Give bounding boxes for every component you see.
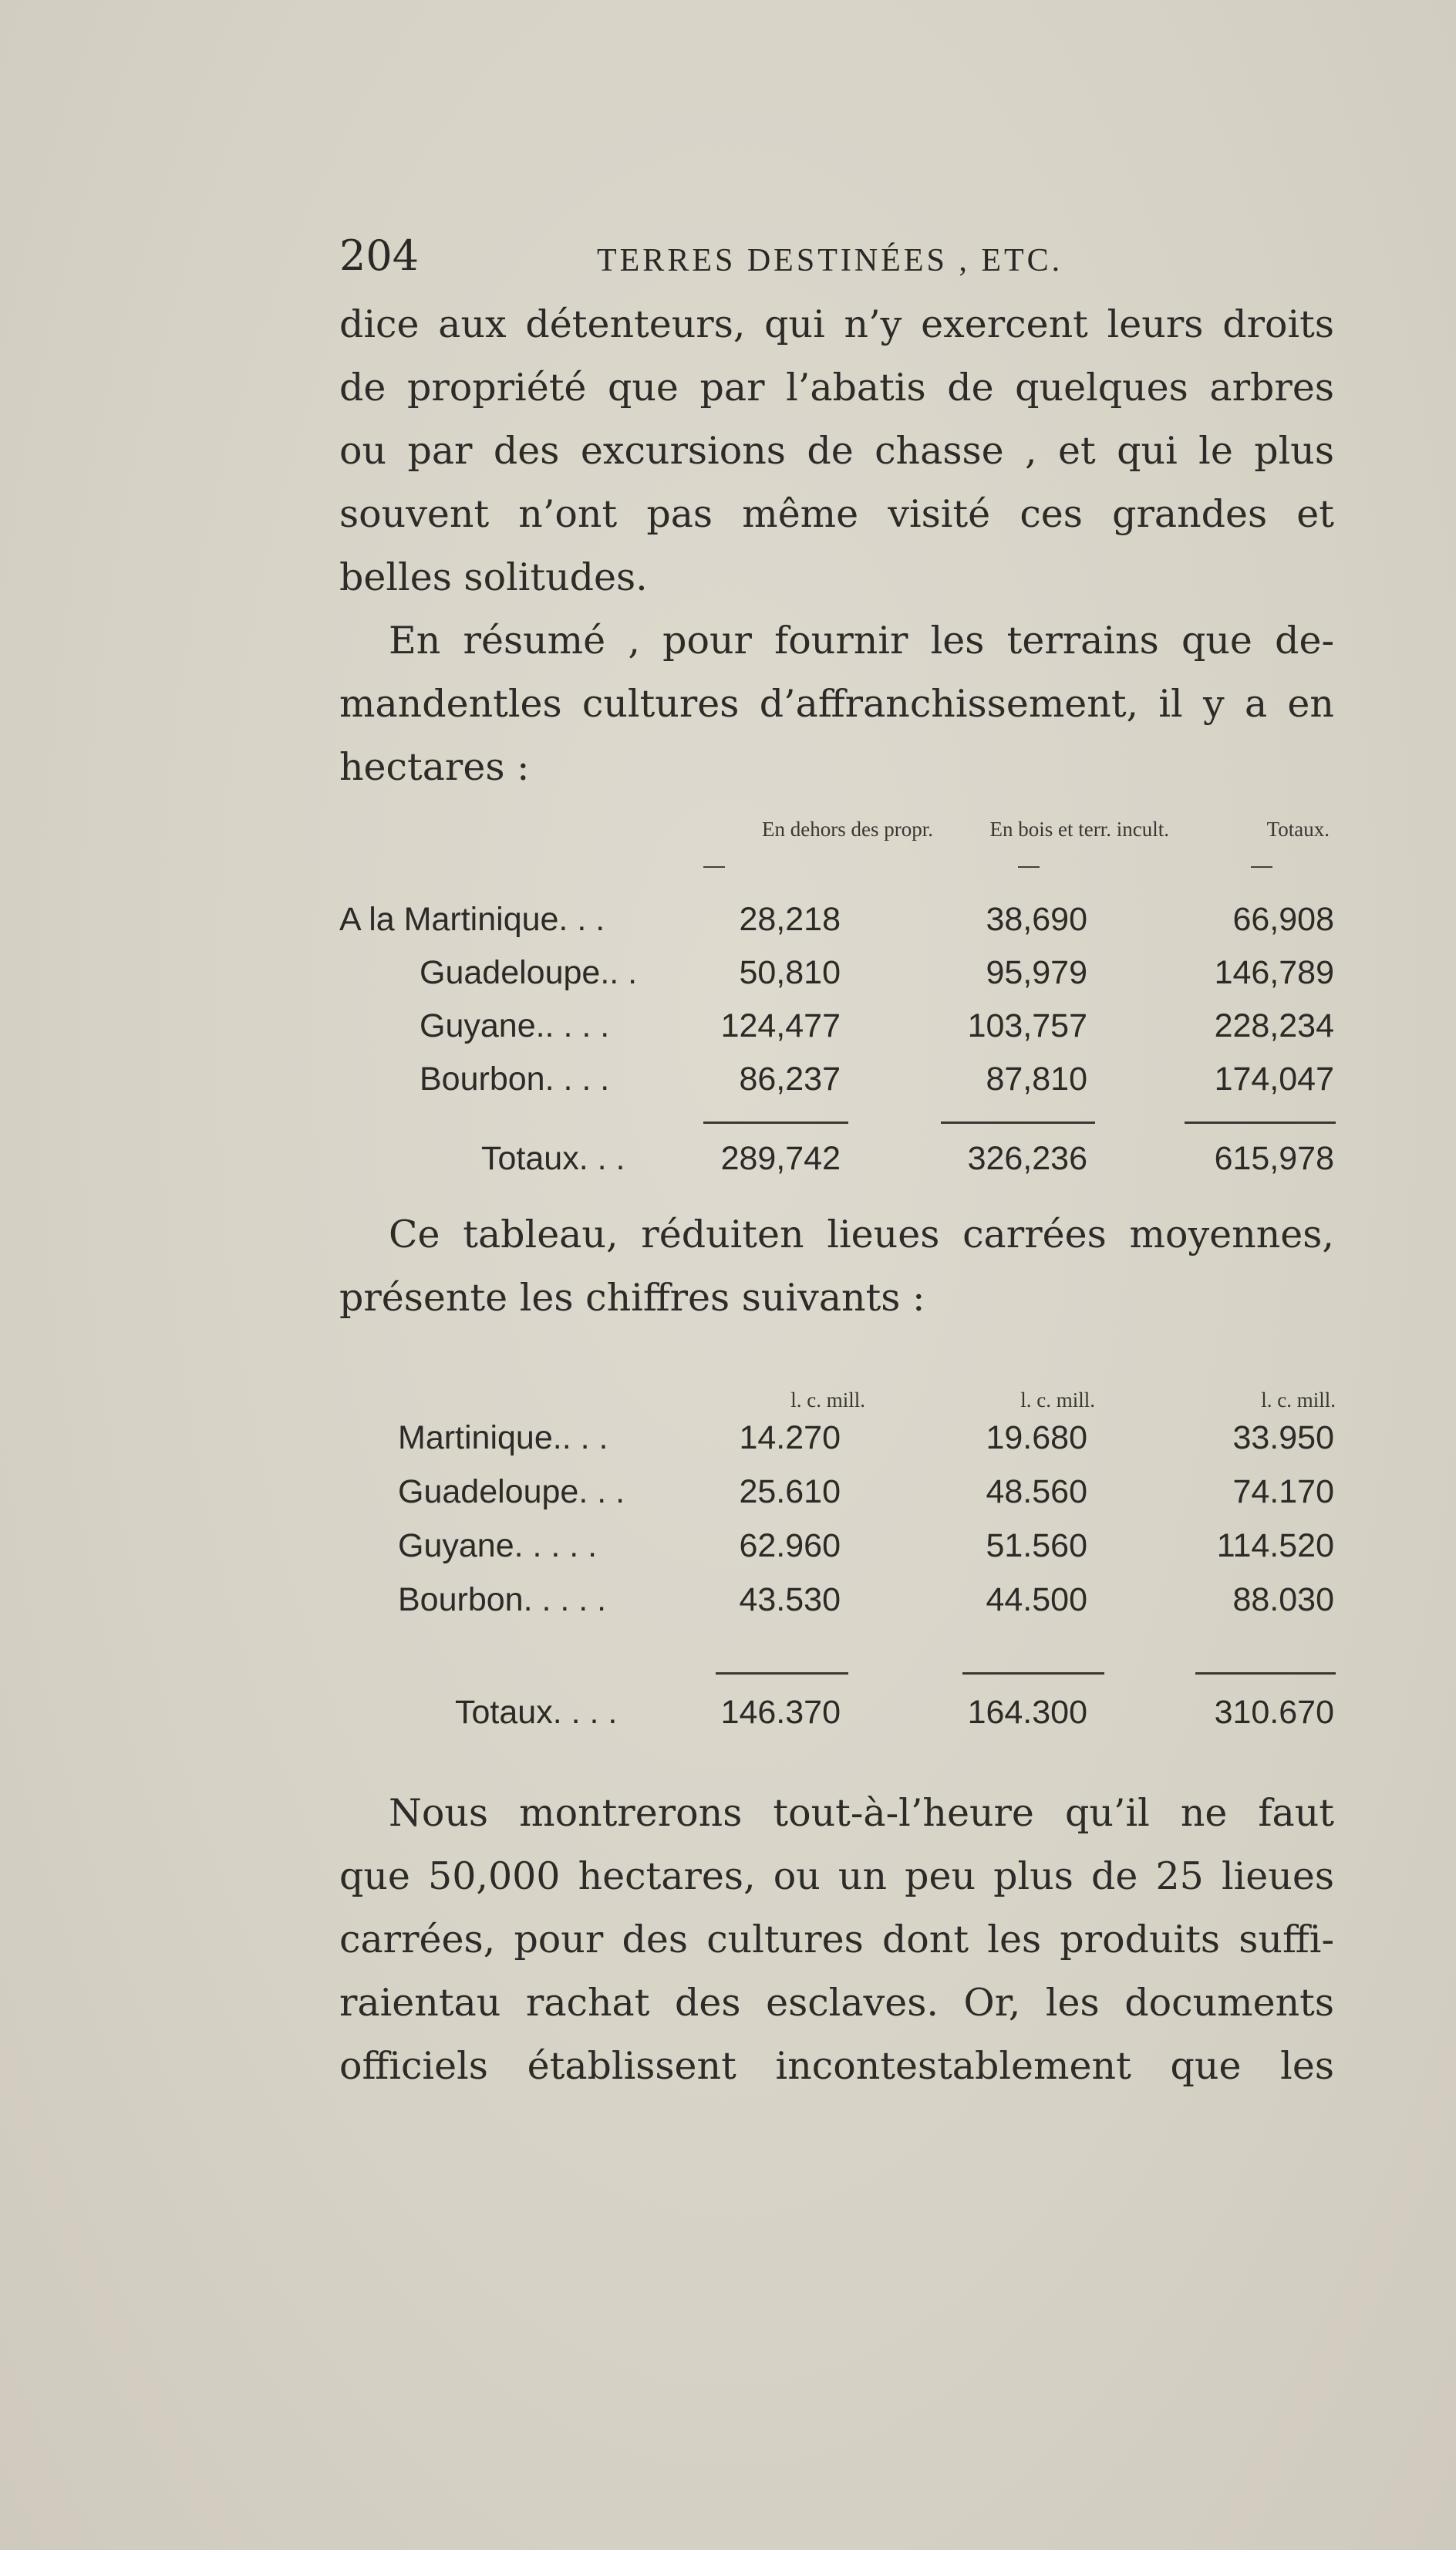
table-row (339, 1007, 1342, 1061)
total-row (339, 1140, 1342, 1194)
text-line: que 50,000 hectares, ou un peu plus de 25 lieues (339, 1854, 1334, 1898)
cell-col-3: 33.950 (1232, 1419, 1334, 1456)
page-header (339, 231, 1342, 293)
cell-col-1: 43.530 (739, 1581, 841, 1618)
cell-col-2: 103,757 (967, 1007, 1087, 1044)
paragraph-4 (339, 1782, 1334, 2098)
page-number: 204 (339, 231, 420, 280)
total-row (339, 1694, 1342, 1748)
cell-col-1: 62.960 (739, 1527, 841, 1564)
text-line: Nous montrerons tout-à-l’heure qu’il ne faut (389, 1791, 1334, 1835)
paragraph-1 (339, 293, 1334, 609)
table-row (339, 1061, 1342, 1115)
sum-rule (716, 1672, 848, 1675)
cell-col-1: 289,742 (720, 1140, 841, 1177)
sum-rule (1185, 1122, 1336, 1124)
paragraph-3 (339, 1203, 1334, 1330)
column-header: l. c. mill. (1261, 1388, 1336, 1412)
paragraph-2 (339, 609, 1334, 799)
text-line: dice aux détenteurs, qui n’y exercent leurs droits (339, 302, 1334, 346)
text-line: présente les chiffres suivants : (339, 1276, 925, 1320)
sum-rule (1195, 1672, 1336, 1675)
column-header: En bois et terr. incult. (989, 818, 1169, 841)
cell-col-3: 146,789 (1214, 954, 1334, 991)
cell-col-2: 95,979 (986, 954, 1087, 991)
row-label: A la Martinique. . . (339, 901, 605, 938)
total-label: Totaux. . . . (455, 1694, 618, 1731)
cell-col-3: 114.520 (1216, 1527, 1334, 1564)
text-line: belles solitudes. (339, 555, 648, 599)
leagues-table (339, 1388, 1342, 1743)
text-line: hectares : (339, 745, 530, 789)
cell-col-2: 48.560 (986, 1473, 1087, 1510)
column-dash: — (1251, 853, 1272, 877)
cell-col-1: 28,218 (739, 901, 841, 938)
total-label: Totaux. . . (481, 1140, 625, 1177)
cell-col-2: 164.300 (967, 1694, 1087, 1731)
row-label: Guyane. . . . . (398, 1527, 598, 1564)
column-header: l. c. mill. (1020, 1388, 1095, 1412)
row-label: Guyane.. . . . (420, 1007, 610, 1044)
cell-col-3: 66,908 (1232, 901, 1334, 938)
cell-col-3: 88.030 (1232, 1581, 1334, 1618)
cell-col-2: 326,236 (967, 1140, 1087, 1177)
text-line: de propriété que par l’abatis de quelques arbres (339, 366, 1334, 410)
cell-col-1: 50,810 (739, 954, 841, 991)
cell-col-3: 228,234 (1214, 1007, 1334, 1044)
cell-col-1: 124,477 (720, 1007, 841, 1044)
sum-rule (962, 1672, 1104, 1675)
text-line: En résumé , pour fournir les terrains que de- (389, 619, 1334, 663)
table-row (339, 1419, 1342, 1473)
cell-col-3: 174,047 (1214, 1061, 1334, 1098)
row-label: Martinique.. . . (398, 1419, 608, 1456)
cell-col-2: 51.560 (986, 1527, 1087, 1564)
cell-col-1: 86,237 (739, 1061, 841, 1098)
text-line: officiels établissent incontestablement que les (339, 2044, 1334, 2088)
hectares-table-body (339, 818, 1342, 1177)
column-dash: — (703, 853, 725, 877)
cell-col-3: 310.670 (1214, 1694, 1334, 1731)
text-line: raientau rachat des esclaves. Or, les documents (339, 1981, 1334, 2025)
row-label: Bourbon. . . . (420, 1061, 610, 1098)
table-row (339, 1581, 1342, 1635)
running-head: TERRES DESTINÉES , ETC. (597, 243, 1063, 278)
cell-col-1: 14.270 (739, 1419, 841, 1456)
row-label: Guadeloupe.. . (420, 954, 638, 991)
table-row (339, 1527, 1342, 1581)
text-line: Ce tableau, réduiten lieues carrées moyennes, (389, 1213, 1334, 1256)
text-line: mandentles cultures d’affranchissement, il y a en (339, 682, 1334, 726)
table-row (339, 901, 1342, 955)
cell-col-1: 25.610 (739, 1473, 841, 1510)
text-line: carrées, pour des cultures dont les produits suffi- (339, 1918, 1334, 1961)
column-header: En dehors des propr. (762, 818, 933, 841)
column-header: Totaux. (1266, 818, 1330, 841)
sum-rule (703, 1122, 848, 1124)
cell-col-2: 38,690 (986, 901, 1087, 938)
column-header: l. c. mill. (790, 1388, 865, 1412)
text-line: souvent n’ont pas même visité ces grandes et (339, 492, 1334, 536)
cell-col-3: 615,978 (1214, 1140, 1334, 1177)
row-label: Bourbon. . . . . (398, 1581, 607, 1618)
table-row (339, 1473, 1342, 1527)
cell-col-2: 19.680 (986, 1419, 1087, 1456)
cell-col-2: 44.500 (986, 1581, 1087, 1618)
row-label: Guadeloupe. . . (398, 1473, 625, 1510)
cell-col-3: 74.170 (1232, 1473, 1334, 1510)
sum-rule (941, 1122, 1095, 1124)
text-line: ou par des excursions de chasse , et qui le plus (339, 429, 1334, 473)
table-row (339, 954, 1342, 1008)
column-dash: — (1018, 853, 1040, 877)
cell-col-2: 87,810 (986, 1061, 1087, 1098)
cell-col-1: 146.370 (720, 1694, 841, 1731)
